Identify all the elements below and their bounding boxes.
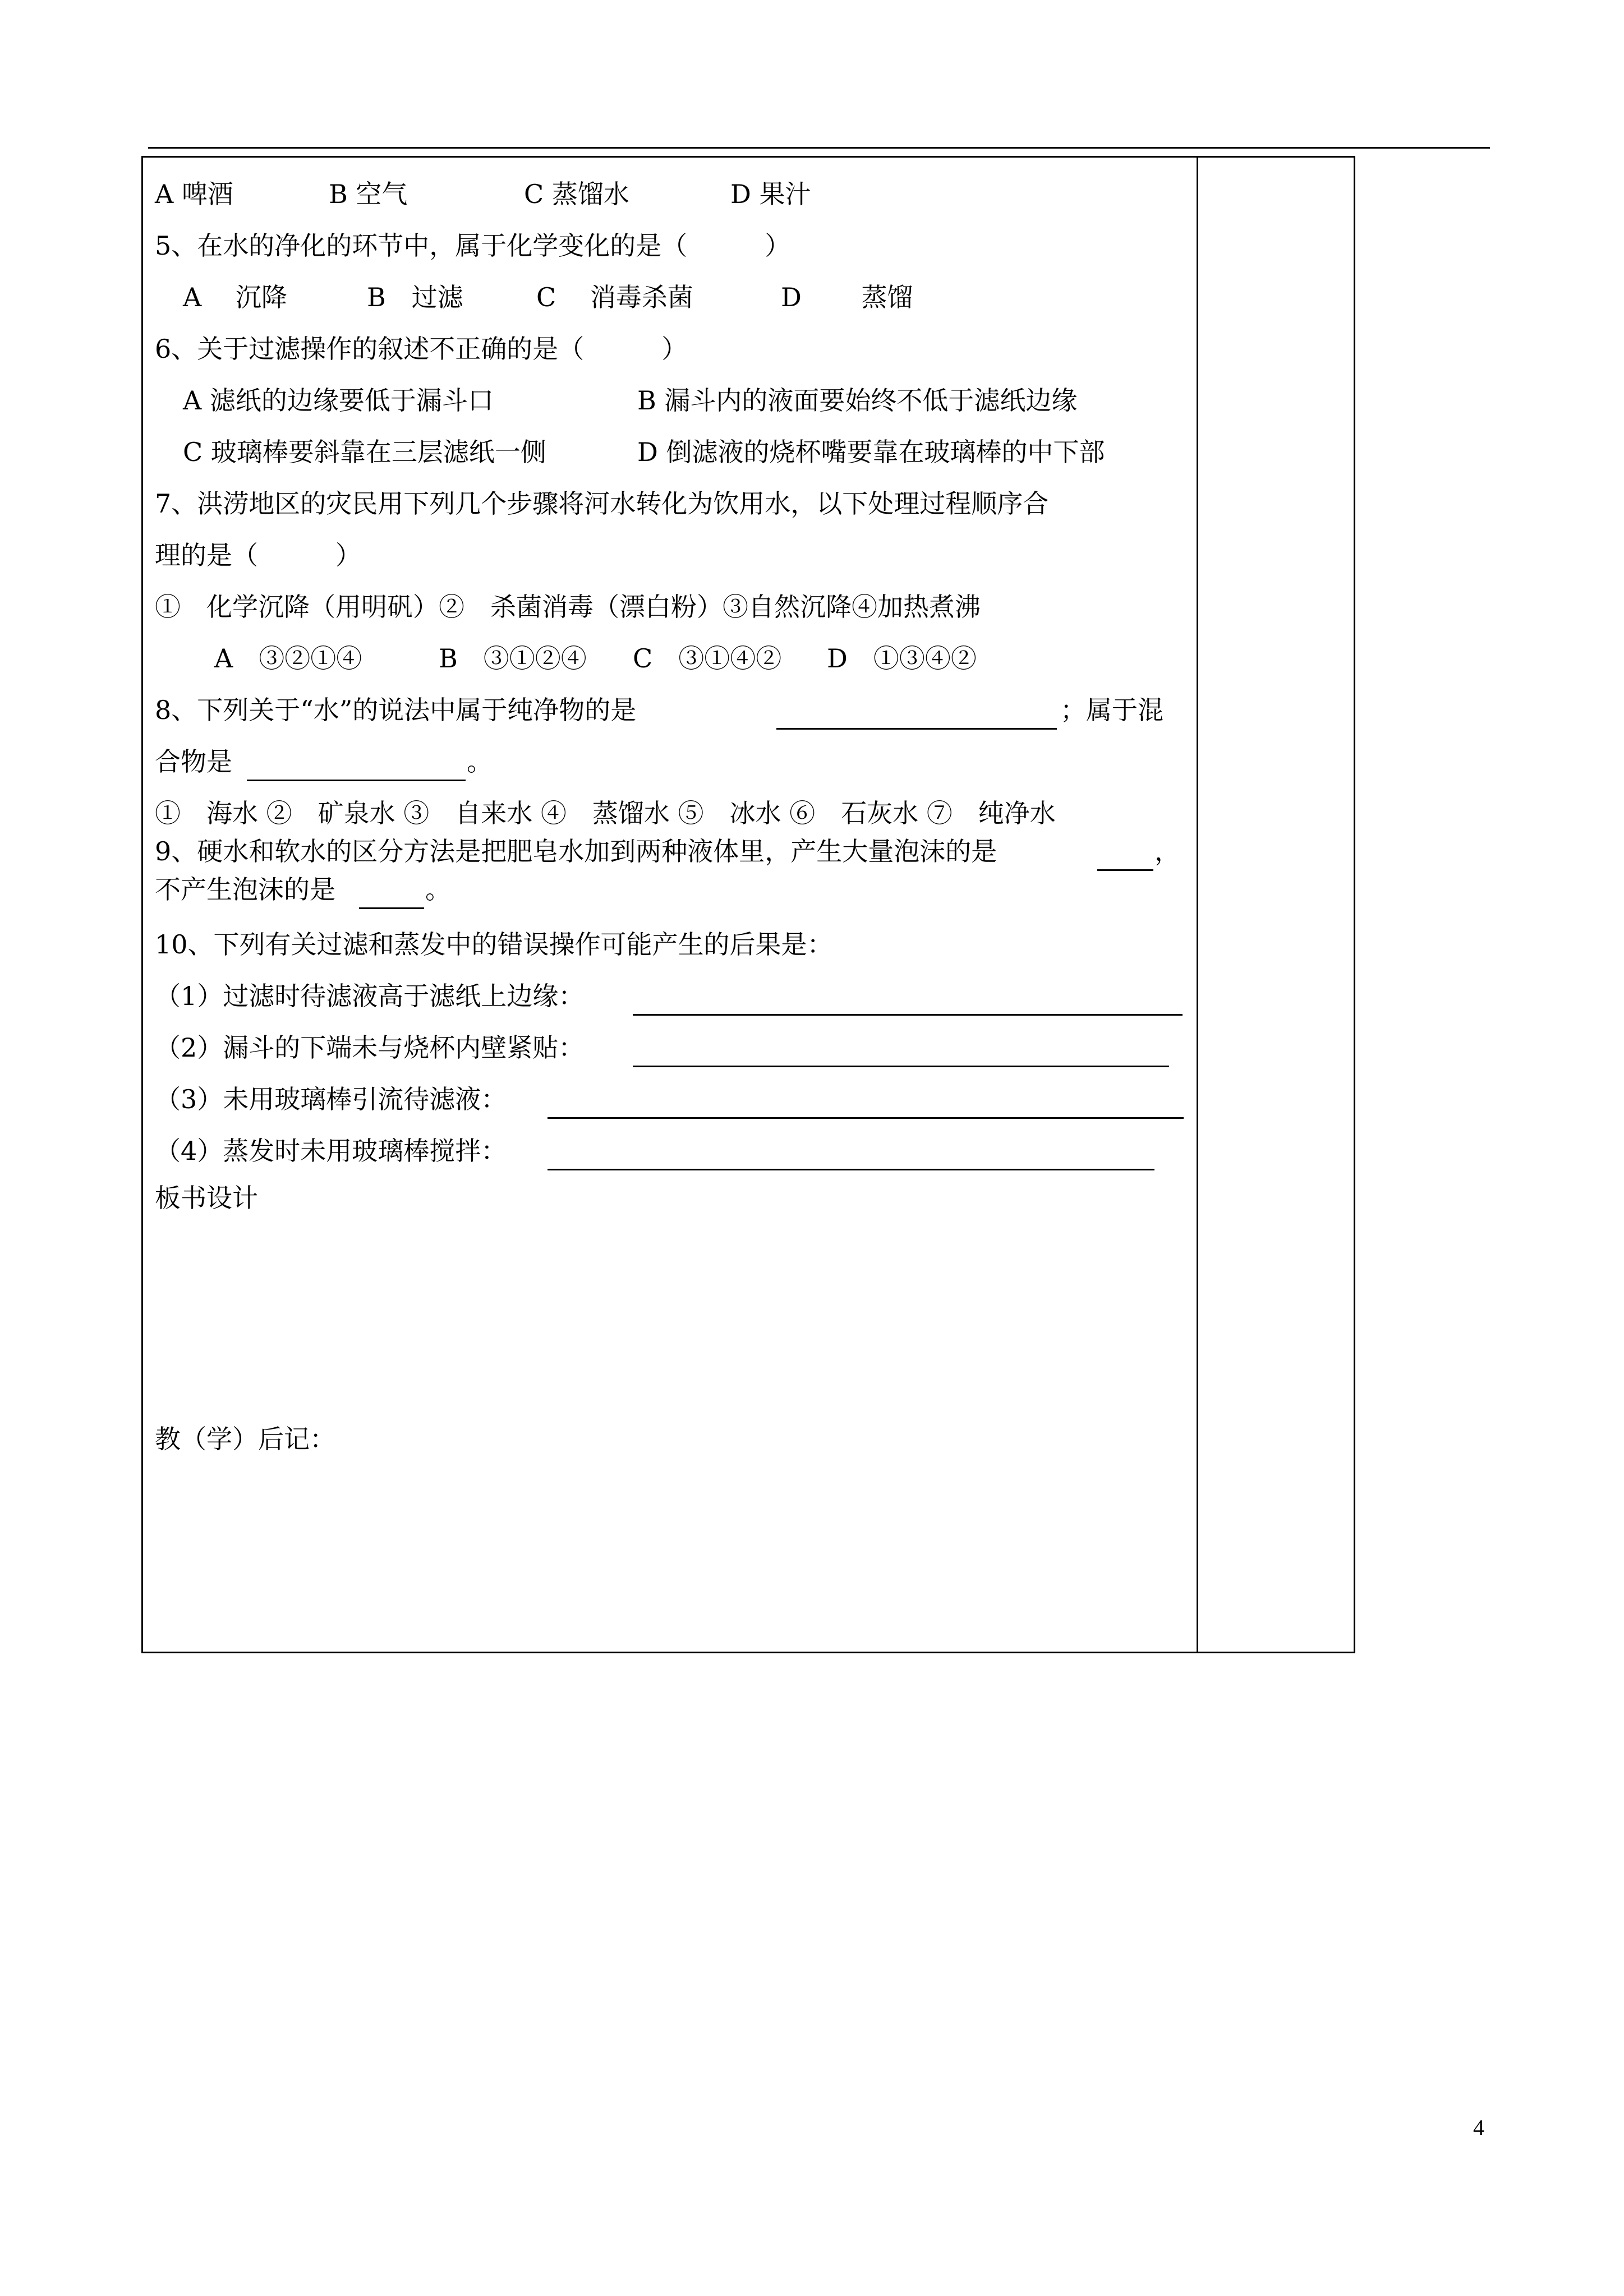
postscript-heading: 教（学）后记： (155, 1424, 335, 1454)
q8-mixture-answer-blank[interactable] (247, 780, 466, 781)
q8-stem-part-2: ；属于混 (1060, 695, 1163, 725)
q10-item-4-label: （4）蒸发时未用玻璃棒搅拌： (155, 1136, 507, 1166)
q5-stem: 5、在水的净化的环节中，属于化学变化的是（ ） (155, 230, 791, 261)
q6-stem: 6、关于过滤操作的叙述不正确的是（ ） (155, 334, 688, 364)
q7-option-b: B ③①②④ (439, 643, 587, 674)
q9-hard-water-blank[interactable] (1097, 869, 1153, 871)
q8-items: ① 海水 ② 矿泉水 ③ 自来水 ④ 蒸馏水 ⑤ 冰水 ⑥ 石灰水 ⑦ 纯净水 (155, 798, 1056, 828)
q10-item-1-label: （1）过滤时待滤液高于滤纸上边缘： (155, 981, 585, 1011)
q5-option-d: D 蒸馏 (781, 282, 913, 312)
q10-item-3-blank[interactable] (548, 1117, 1184, 1119)
q10-item-2-label: （2）漏斗的下端未与烧杯内壁紧贴： (155, 1032, 585, 1063)
q10-item-2-blank[interactable] (633, 1066, 1169, 1067)
q7-stem-line-1: 7、洪涝地区的灾民用下列几个步骤将河水转化为饮用水，以下处理过程顺序合 (155, 488, 1049, 519)
q6-option-b: B 漏斗内的液面要始终不低于滤纸边缘 (637, 385, 1078, 416)
q8-stem-part-1: 8、下列关于“水”的说法中属于纯净物的是 (155, 695, 637, 725)
page-number: 4 (1473, 2115, 1484, 2140)
q7-stem-line-2: 理的是（ ） (155, 540, 361, 570)
q4-option-b: B 空气 (329, 179, 408, 209)
q5-option-a: A 沉降 (183, 282, 287, 312)
q9-line-2-part-2: 。 (425, 874, 451, 905)
q4-option-c: C 蒸馏水 (524, 179, 629, 209)
q7-option-a: A ③②①④ (214, 643, 362, 674)
q10-item-4-blank[interactable] (548, 1169, 1154, 1170)
table-column-divider (1197, 156, 1198, 1653)
q9-line-1-part-1: 9、硬水和软水的区分方法是把肥皂水加到两种液体里，产生大量泡沫的是 (155, 836, 997, 866)
q7-option-c: C ③①④② (633, 643, 782, 674)
q4-option-a: A 啤酒 (155, 179, 233, 209)
q4-option-d: D 果汁 (730, 179, 811, 209)
q7-option-d: D ①③④② (827, 643, 977, 674)
q5-option-c: C 消毒杀菌 (536, 282, 693, 312)
q7-steps: ① 化学沉降（用明矾）② 杀菌消毒（漂白粉）③自然沉降④加热煮沸 (155, 592, 981, 622)
board-design-heading: 板书设计 (155, 1183, 258, 1213)
q6-option-a: A 滤纸的边缘要低于漏斗口 (183, 385, 494, 416)
q8-stem-line-2-part-2: 。 (467, 746, 493, 777)
header-rule (148, 147, 1490, 149)
q9-line-2-part-1: 不产生泡沫的是 (155, 874, 335, 905)
q6-option-c: C 玻璃棒要斜靠在三层滤纸一侧 (183, 437, 546, 467)
q10-item-1-blank[interactable] (633, 1014, 1183, 1016)
q9-line-1-part-2: ， (1154, 836, 1180, 866)
q10-item-3-label: （3）未用玻璃棒引流待滤液： (155, 1084, 507, 1114)
q8-pure-answer-blank[interactable] (776, 728, 1057, 730)
q10-stem: 10、下列有关过滤和蒸发中的错误操作可能产生的后果是： (155, 929, 833, 960)
q5-option-b: B 过滤 (367, 282, 463, 312)
q8-stem-line-2-part-1: 合物是 (155, 746, 232, 777)
q6-option-d: D 倒滤液的烧杯嘴要靠在玻璃棒的中下部 (637, 437, 1105, 467)
q9-soft-water-blank[interactable] (359, 907, 424, 909)
